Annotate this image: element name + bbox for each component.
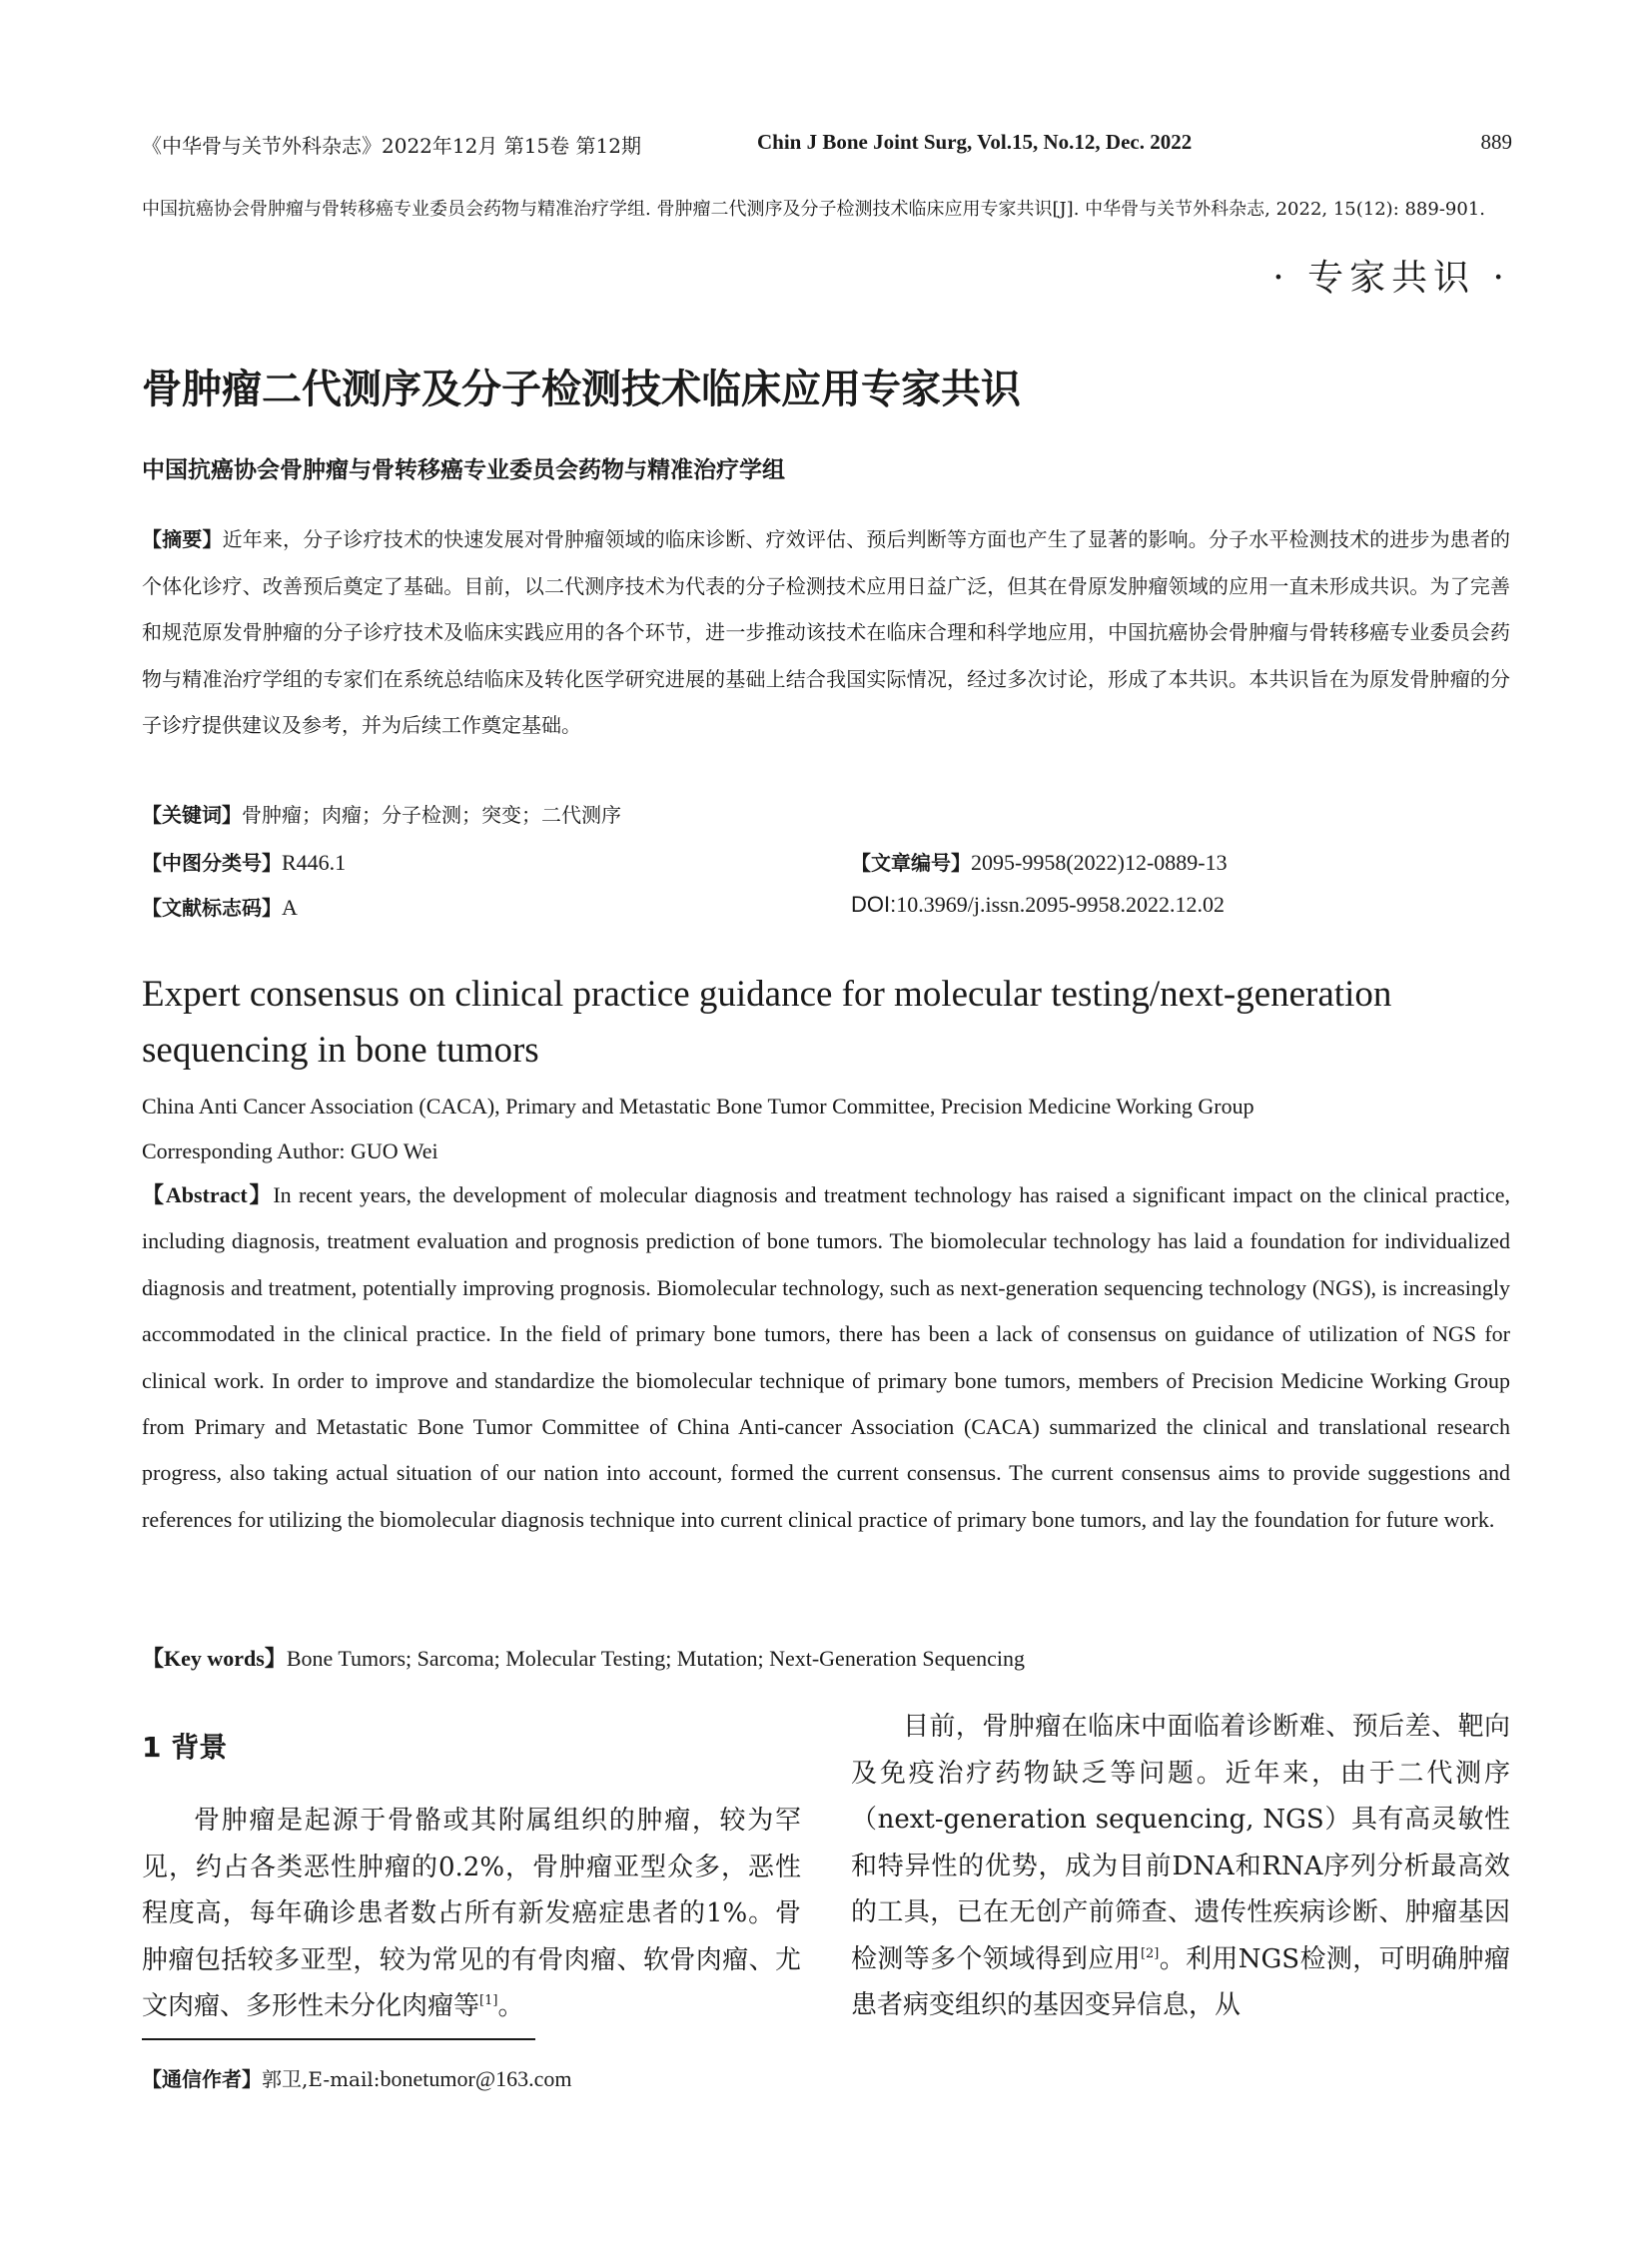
journal-header-en: Chin J Bone Joint Surg, Vol.15, No.12, Dec. 2022 [757,130,1193,154]
corresponding-author-en: Corresponding Author: GUO Wei [142,1138,438,1163]
body-right-paragraph [851,1704,1510,2029]
doi-value: 10.3969/j.issn.2095-9958.2022.12.02 [896,892,1226,917]
article-number-label: 【文章编号】 [851,851,971,875]
abstract-en-label: 【Abstract】 [142,1182,274,1207]
footnote-email[interactable]: bonetumor@163.com [380,2066,572,2091]
body-left-paragraph [142,1798,801,2030]
classification [142,847,346,876]
footnote-divider [142,2038,535,2040]
doi [851,892,1225,918]
body-right-text-1: 目前，骨肿瘤在临床中面临着诊断难、预后差、靶向及免疫治疗药物缺乏等问题。近年来，由于二代测序（next-generation sequencing, NGS）具有高灵敏性和特异性的优势，成为目前DNA和RNA序列分析最高效的工具，已在无创产前筛查、遗传性疾病诊断、肿瘤基因检测等多个领域得到应用 [851,1712,1510,1974]
document-code-label: 【文献标志码】 [142,896,282,920]
article-number-value: 2095-9958(2022)12-0889-13 [971,850,1228,875]
reference-1[interactable]: [1] [479,1993,498,2008]
reference-2[interactable]: [2] [1140,1945,1160,1961]
author-cn: 中国抗癌协会骨肿瘤与骨转移癌专业委员会药物与精准治疗学组 [142,457,785,483]
keywords-cn-label: 【关键词】 [142,803,242,827]
keywords-en [142,1642,1025,1673]
section-heading: 1 背景 [142,1731,228,1764]
section-badge: · 专家共识 · [1272,258,1510,299]
body-left-end: 。 [497,1991,524,2021]
classification-label: 【中图分类号】 [142,851,282,875]
footnote-label: 【通信作者】 [142,2067,262,2091]
author-en: China Anti Cancer Association (CACA), Primary and Metastatic Bone Tumor Committee, Precision Medicine Working Group [142,1094,1254,1119]
footnote [142,2063,571,2092]
footnote-name: 郭卫,E-mail: [262,2067,381,2091]
abstract-en [142,1172,1510,1543]
keywords-cn [142,799,621,828]
title-cn: 骨肿瘤二代测序及分子检测技术临床应用专家共识 [142,367,1021,412]
title-en: Expert consensus on clinical practice guidance for molecular testing/next-generation sequencing in bone tumors [142,974,1392,1071]
document-code [142,892,298,921]
body-left-text: 骨肿瘤是起源于骨骼或其附属组织的肿瘤，较为罕见，约占各类恶性肿瘤的0.2%，骨肿瘤亚型众多，恶性程度高，每年确诊患者数占所有新发癌症患者的1%。骨肿瘤包括较多亚型，较为常见的有骨肉瘤、软骨肉瘤、尤文肉瘤、多形性未分化肉瘤等 [142,1806,801,2021]
article-number [851,847,1228,876]
abstract-cn-label: 【摘要】 [142,527,223,551]
keywords-cn-text: 骨肿瘤；肉瘤；分子检测；突变；二代测序 [242,803,621,827]
doi-label: DOI: [851,892,897,917]
abstract-cn-text: 近年来，分子诊疗技术的快速发展对骨肿瘤领域的临床诊断、疗效评估、预后判断等方面也产生了显著的影响。分子水平检测技术的进步为患者的个体化诊疗、改善预后奠定了基础。目前，以二代测序技术为代表的分子检测技术应用日益广泛，但其在骨原发肿瘤领域的应用一直未形成共识。为了完善和规范原发骨肿瘤的分子诊疗技术及临床实践应用的各个环节，进一步推动该技术在临床合理和科学地应用，中国抗癌协会骨肿瘤与骨转移癌专业委员会药物与精准治疗学组的专家们在系统总结临床及转化医学研究进展的基础上结合我国实际情况，经过多次讨论，形成了本共识。本共识旨在为原发骨肿瘤的分子诊疗提供建议及参考，并为后续工作奠定基础。 [142,527,1511,737]
citation: 中国抗癌协会骨肿瘤与骨转移癌专业委员会药物与精准治疗学组. 骨肿瘤二代测序及分子检测技术临床应用专家共识[J]. 中华骨与关节外科杂志, 2022, 15(12): 889-901. [142,199,1485,220]
classification-value: R446.1 [282,850,347,875]
journal-header-cn: 《中华骨与关节外科杂志》2022年12月 第15卷 第12期 [142,134,641,158]
keywords-en-text: Bone Tumors; Sarcoma; Molecular Testing; Mutation; Next-Generation Sequencing [286,1646,1026,1671]
document-code-value: A [282,895,298,920]
abstract-en-text: In recent years, the development of molecular diagnosis and treatment technology has raised a significant impact on the clinical practice, including diagnosis, treatment evaluation and prognosis prediction of bone tumors. The biomolecular technology has laid a foundation for individualized diagnosis and treatment, potentially improving prognosis. Biomolecular technology, such as next-generation sequencing technology (NGS), is increasingly accommodated in the clinical practice. In the field of primary bone tumors, there has been a lack of consensus on guidance of utilization of NGS for clinical work. In order to improve and standardize the biomolecular technique of primary bone tumors, members of Precision Medicine Working Group from Primary and Metastatic Bone Tumor Committee of China Anti-cancer Association (CACA) summarized the clinical and translational research progress, also taking actual situation of our nation into account, formed the current consensus. The current consensus aims to provide suggestions and references for utilizing the biomolecular diagnosis technique into current clinical practice of primary bone tumors, and lay the foundation for future work. [142,1182,1510,1532]
page-number: 889 [1480,130,1512,154]
keywords-en-label: 【Key words】 [142,1646,287,1671]
abstract-cn [142,516,1510,749]
body-right-text-2: 。利用NGS检测，可明确肿瘤患者病变组织的基因变异信息，从 [851,1943,1510,2020]
